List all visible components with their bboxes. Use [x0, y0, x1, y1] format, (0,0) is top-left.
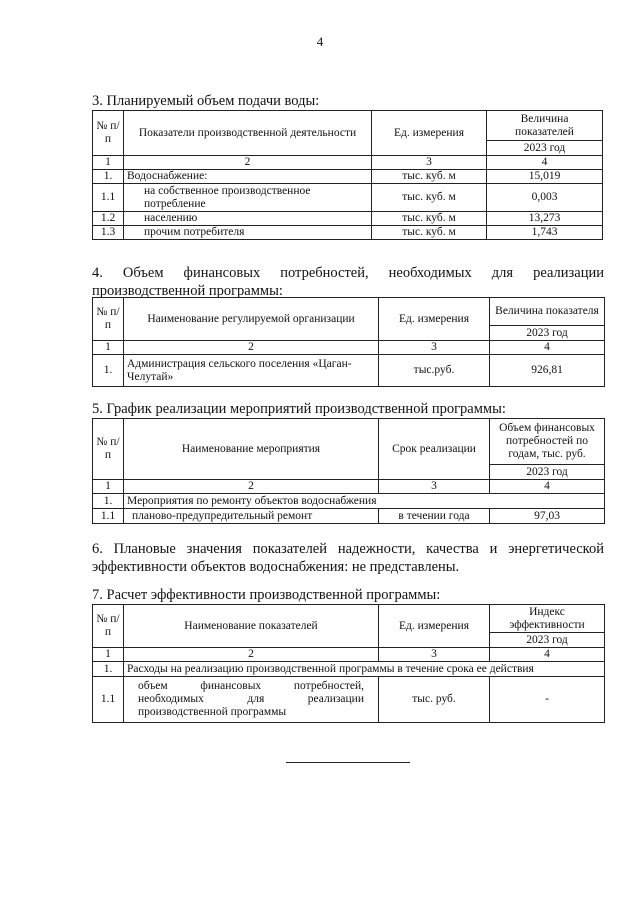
- header-year: 2023 год: [487, 141, 603, 156]
- header-value: Величина показателей: [487, 111, 603, 141]
- col-number: 4: [490, 480, 605, 494]
- row-name: Расходы на реализацию производственной программы в течение срока ее действия: [124, 662, 605, 677]
- row-name: населению: [124, 212, 372, 226]
- section-6-text: [92, 540, 604, 576]
- header-unit: Ед. измерения: [372, 111, 487, 156]
- financial-needs-table: [92, 297, 605, 387]
- row-num: 1.: [93, 170, 124, 184]
- group-row: [93, 662, 605, 677]
- header-unit: Ед. измерения: [379, 298, 490, 341]
- col-number: 4: [487, 156, 603, 170]
- header-year: 2023 год: [490, 465, 605, 480]
- section-4-title-line2: производственной программы:: [92, 283, 283, 299]
- row-name: планово-предупредительный ремонт: [124, 509, 379, 524]
- section-4-title-line1: 4. Объем финансовых потребностей, необходимых для реализации: [92, 265, 604, 281]
- row-name: прочим потребителя: [124, 226, 372, 240]
- column-number-row: [93, 156, 603, 170]
- closing-rule: [286, 762, 410, 763]
- efficiency-table: [92, 604, 605, 723]
- header-num: № п/п: [93, 419, 124, 480]
- section-3-title: 3. Планируемый объем подачи воды:: [92, 93, 320, 109]
- section-6-line2: эффективности объектов водоснабжения: не представлены.: [92, 559, 460, 575]
- header-value: Индекс эффективности: [490, 605, 605, 633]
- row-unit: тыс. куб. м: [372, 212, 487, 226]
- table-row: [93, 212, 603, 226]
- header-num: № п/п: [93, 605, 124, 648]
- header-value: Величина показателя: [490, 298, 605, 326]
- row-num: 1.1: [93, 184, 124, 212]
- row-num: 1.2: [93, 212, 124, 226]
- header-row: [93, 111, 603, 141]
- row-value: -: [490, 677, 605, 723]
- row-num: 1.1: [93, 677, 124, 723]
- header-unit: Ед. измерения: [379, 605, 490, 648]
- col-number: 1: [93, 156, 124, 170]
- col-number: 2: [124, 648, 379, 662]
- col-number: 1: [93, 341, 124, 355]
- header-year: 2023 год: [490, 326, 605, 341]
- section-4-title: [92, 264, 604, 300]
- col-number: 3: [379, 341, 490, 355]
- col-number: 3: [372, 156, 487, 170]
- group-row: [93, 494, 605, 509]
- table-row: [93, 509, 605, 524]
- table-row: [93, 184, 603, 212]
- row-name: Мероприятия по ремонту объектов водоснабжения: [124, 494, 605, 509]
- row-num: 1.1: [93, 509, 124, 524]
- row-value: 1,743: [487, 226, 603, 240]
- col-number: 1: [93, 648, 124, 662]
- water-supply-table: [92, 110, 603, 240]
- row-name: объем финансовых потребностей, необходимых для реализации производственной программы: [124, 677, 379, 723]
- table-row: [93, 226, 603, 240]
- header-num: № п/п: [93, 111, 124, 156]
- col-number: 2: [124, 341, 379, 355]
- header-name: Наименование регулируемой организации: [124, 298, 379, 341]
- header-num: № п/п: [93, 298, 124, 341]
- row-name: Водоснабжение:: [124, 170, 372, 184]
- row-value: 13,273: [487, 212, 603, 226]
- row-value: 926,81: [490, 355, 605, 387]
- table-row: [93, 355, 605, 387]
- col-number: 2: [124, 156, 372, 170]
- row-num: 1.: [93, 494, 124, 509]
- row-unit: тыс. куб. м: [372, 226, 487, 240]
- row-term: в течении года: [379, 509, 490, 524]
- row-unit: тыс. куб. м: [372, 184, 487, 212]
- table-row: [93, 677, 605, 723]
- row-unit: тыс.руб.: [379, 355, 490, 387]
- table-row: [93, 170, 603, 184]
- header-term: Срок реализации: [379, 419, 490, 480]
- header-name: Наименование мероприятия: [124, 419, 379, 480]
- row-num: 1.3: [93, 226, 124, 240]
- row-name: на собственное производственное потребление: [124, 184, 372, 212]
- header-name: Наименование показателей: [124, 605, 379, 648]
- row-unit: тыс. руб.: [379, 677, 490, 723]
- section-7-title: 7. Расчет эффективности производственной программы:: [92, 587, 441, 603]
- col-number: 2: [124, 480, 379, 494]
- col-number: 4: [490, 341, 605, 355]
- row-value: 15,019: [487, 170, 603, 184]
- row-num: 1.: [93, 355, 124, 387]
- col-number: 4: [490, 648, 605, 662]
- row-unit: тыс. куб. м: [372, 170, 487, 184]
- row-name: Администрация сельского поселения «Цаган-Челутай»: [124, 355, 379, 387]
- col-number: 3: [379, 648, 490, 662]
- row-value: 0,003: [487, 184, 603, 212]
- header-value: Объем финансовых потребностей по годам, тыс. руб.: [490, 419, 605, 465]
- section-6-line1: 6. Плановые значения показателей надежности, качества и энергетической: [92, 541, 604, 557]
- col-number: 3: [379, 480, 490, 494]
- row-num: 1.: [93, 662, 124, 677]
- schedule-table: [92, 418, 605, 524]
- col-number: 1: [93, 480, 124, 494]
- header-year: 2023 год: [490, 633, 605, 648]
- section-5-title: 5. График реализации мероприятий производственной программы:: [92, 401, 506, 417]
- row-value: 97,03: [490, 509, 605, 524]
- header-name: Показатели производственной деятельности: [124, 111, 372, 156]
- page-number: 4: [316, 34, 324, 49]
